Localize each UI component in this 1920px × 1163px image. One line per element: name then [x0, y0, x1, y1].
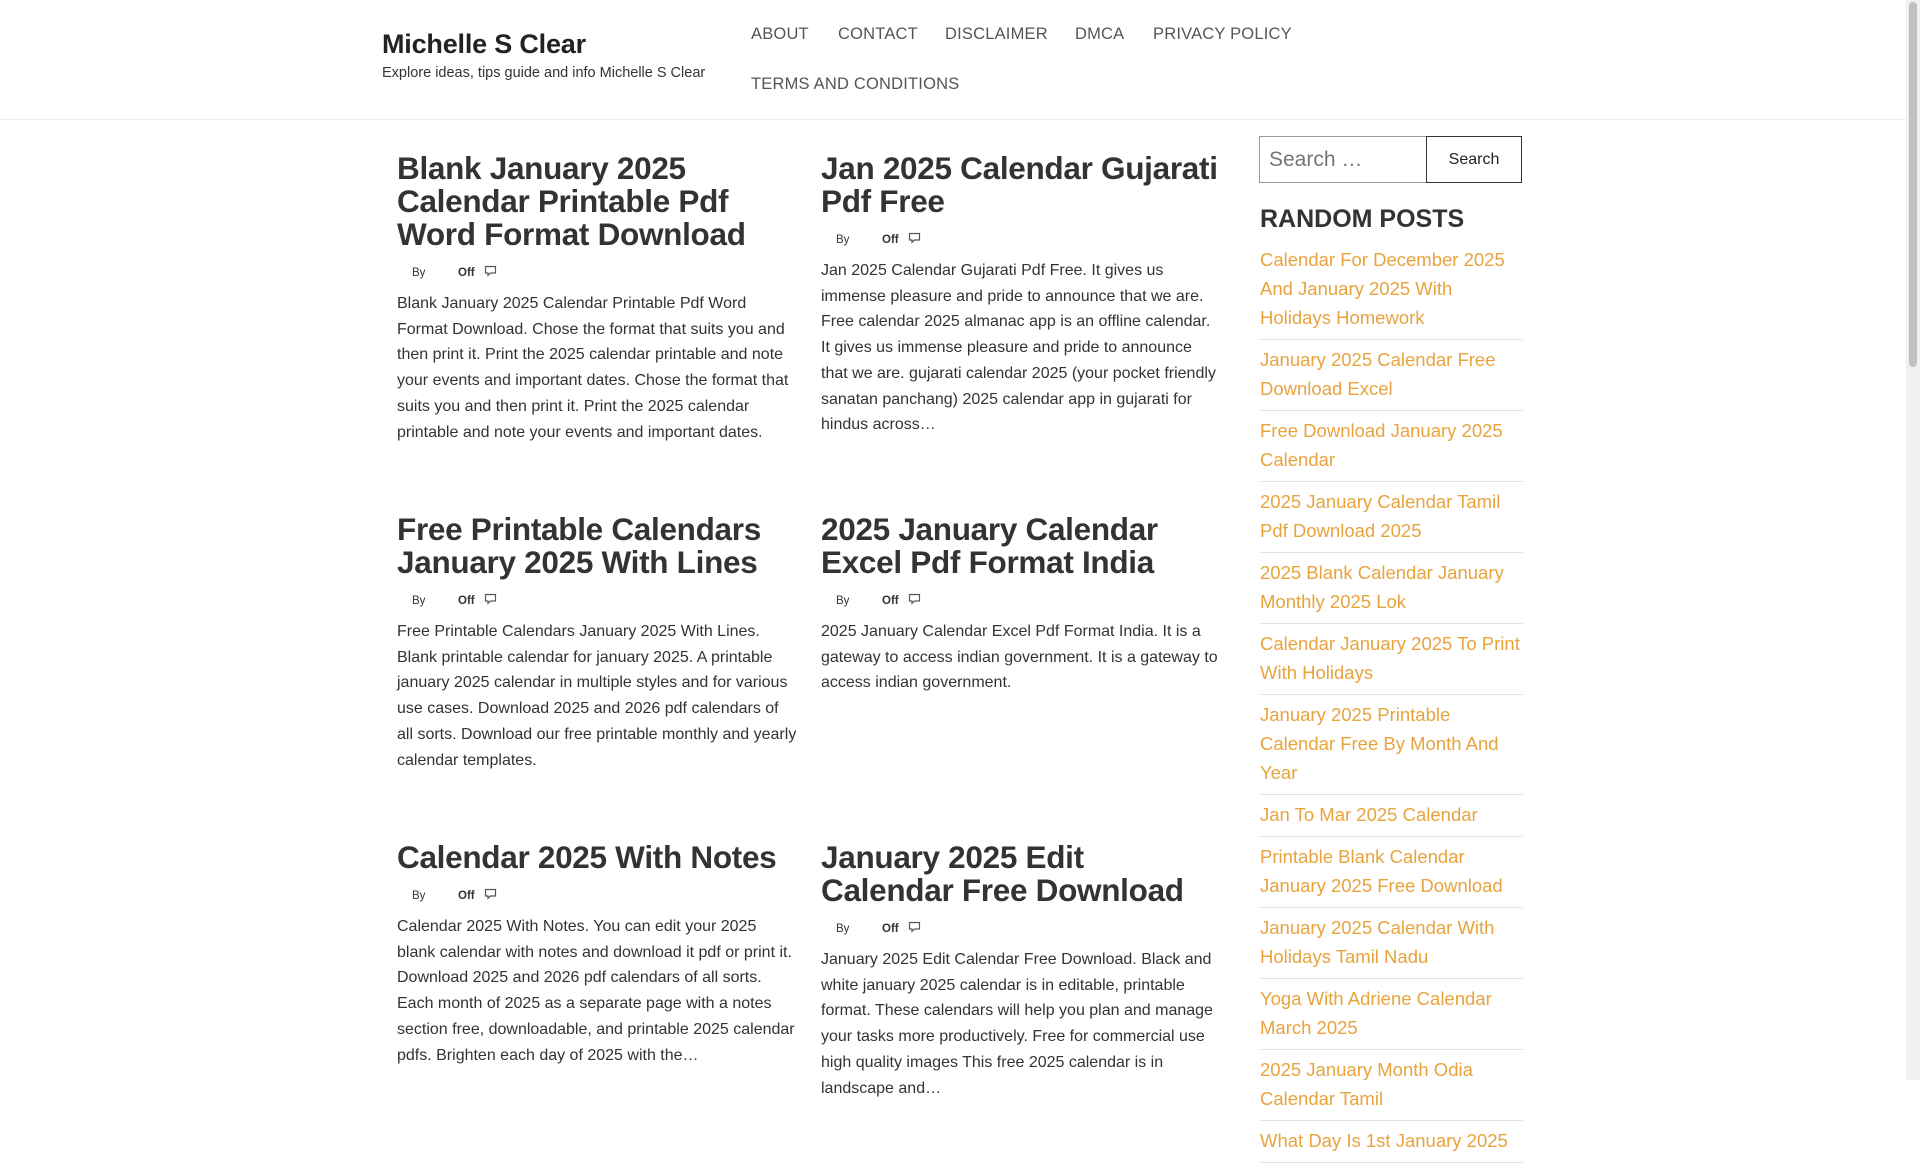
- post-title[interactable]: Calendar 2025 With Notes: [397, 839, 777, 875]
- post-excerpt: January 2025 Edit Calendar Free Download. Black and white january 2025 calendar is in editable, printable format. These calendars will help you plan and manage your tasks more productively. Free for commercial use high quality images This free 2025 calendar is in landscape and…: [821, 951, 1213, 1097]
- list-item: [1260, 411, 1523, 482]
- list-item: [1260, 340, 1523, 411]
- list-item: [1260, 240, 1523, 340]
- list-item: [1260, 908, 1523, 979]
- post-title[interactable]: Blank January 2025 Calendar Printable Pdf Word Format Download: [397, 150, 746, 252]
- post-author-label: By: [412, 267, 426, 279]
- comment-icon: [908, 921, 921, 936]
- list-item: [1260, 624, 1523, 695]
- site-header: [0, 0, 1906, 120]
- random-post-link[interactable]: Calendar January 2025 To Print With Holidays: [1260, 633, 1520, 683]
- post-card: [397, 841, 797, 1068]
- site-title[interactable]: Michelle S Clear: [382, 29, 586, 59]
- random-post-link[interactable]: January 2025 Calendar With Holidays Tamil Nadu: [1260, 917, 1495, 967]
- nav-item-dmca[interactable]: DMCA: [1075, 25, 1125, 43]
- post-title[interactable]: Free Printable Calendars January 2025 With Lines: [397, 511, 761, 580]
- search-input[interactable]: [1259, 136, 1434, 183]
- random-post-link[interactable]: 2025 Blank Calendar January Monthly 2025 Lok: [1260, 562, 1504, 612]
- post-title[interactable]: Jan 2025 Calendar Gujarati Pdf Free: [821, 150, 1218, 219]
- post-comments-status: Off: [882, 234, 899, 246]
- random-post-link[interactable]: 2025 January Calendar Tamil Pdf Download 2025: [1260, 491, 1501, 541]
- post-comments-status: Off: [458, 595, 475, 607]
- post-excerpt: Free Printable Calendars January 2025 With Lines. Blank printable calendar for january 2025. A printable january 2025 calendar in multiple styles and for various use cases. Download 2025 and 2026 pdf calendars of all sorts. Download our free printable monthly and yearly calendar templates.: [397, 623, 797, 769]
- list-item: [1260, 695, 1523, 795]
- post-comments-status: Off: [882, 923, 899, 935]
- list-item: [1260, 1050, 1523, 1121]
- post-title[interactable]: January 2025 Edit Calendar Free Download: [821, 839, 1184, 908]
- random-post-link[interactable]: Calendar For December 2025 And January 2025 With Holidays Homework: [1260, 249, 1505, 328]
- random-post-link[interactable]: 2025 January Month Odia Calendar Tamil: [1260, 1059, 1473, 1109]
- comment-icon: [908, 593, 921, 608]
- post-comments-status: Off: [458, 267, 475, 279]
- post-author-label: By: [836, 234, 850, 246]
- nav-item-about[interactable]: ABOUT: [751, 25, 809, 43]
- random-post-link[interactable]: Jan To Mar 2025 Calendar: [1260, 804, 1478, 825]
- random-post-link[interactable]: Printable Blank Calendar January 2025 Free Download: [1260, 846, 1503, 896]
- post-card: [821, 513, 1221, 696]
- random-post-link[interactable]: Free Download January 2025 Calendar: [1260, 420, 1503, 470]
- list-item: [1260, 837, 1523, 908]
- comment-icon: [908, 232, 921, 247]
- random-post-link[interactable]: January 2025 Printable Calendar Free By Month And Year: [1260, 704, 1499, 783]
- scrollbar-thumb[interactable]: [1909, 2, 1917, 367]
- post-title[interactable]: 2025 January Calendar Excel Pdf Format India: [821, 511, 1158, 580]
- list-item: [1260, 482, 1523, 553]
- post-excerpt: Jan 2025 Calendar Gujarati Pdf Free. It gives us immense pleasure and pride to announce that we are. Free calendar 2025 almanac app is an offline calendar. It gives us immense pleasure and pride to announce that we are. gujarati calendar 2025 (your pocket friendly sanatan panchang) 2025 calendar app in gujarati for hindus across…: [821, 262, 1216, 434]
- random-posts-heading: RANDOM POSTS: [1260, 205, 1465, 233]
- random-posts-list: [1260, 240, 1523, 1163]
- post-meta: [397, 886, 797, 906]
- post-author-label: By: [836, 595, 850, 607]
- list-item: [1260, 553, 1523, 624]
- nav-item-disclaimer[interactable]: DISCLAIMER: [945, 25, 1048, 43]
- post-author-label: By: [412, 890, 426, 902]
- post-excerpt: Blank January 2025 Calendar Printable Pdf Word Format Download. Chose the format that suits you and then print it. Print the 2025 calendar printable and note your events and important dates. Chose the format that suits you and then print it. Print the 2025 calendar printable and note your events and important dates.: [397, 295, 789, 441]
- post-comments-status: Off: [882, 595, 899, 607]
- page-scrollbar[interactable]: [1906, 0, 1920, 1080]
- post-excerpt: 2025 January Calendar Excel Pdf Format India. It is a gateway to access indian government. It is a gateway to access indian government.: [821, 623, 1218, 692]
- random-post-link[interactable]: What Day Is 1st January 2025: [1260, 1130, 1508, 1151]
- search-button[interactable]: Search: [1426, 136, 1522, 183]
- post-card: [821, 152, 1221, 438]
- random-post-link[interactable]: January 2025 Calendar Free Download Excel: [1260, 349, 1496, 399]
- post-meta: [397, 263, 797, 283]
- post-excerpt: Calendar 2025 With Notes. You can edit your 2025 blank calendar with notes and download it pdf or print it. Download 2025 and 2026 pdf calendars of all sorts. Each month of 2025 as a separate page with a notes section free, downloadable, and printable 2025 calendar pdfs. Brighten each day of 2025 with the…: [397, 918, 795, 1064]
- post-card: [397, 513, 797, 773]
- post-author-label: By: [836, 923, 850, 935]
- comment-icon: [484, 593, 497, 608]
- comment-icon: [484, 888, 497, 903]
- nav-item-contact[interactable]: CONTACT: [838, 25, 918, 43]
- post-meta: [397, 591, 797, 611]
- nav-item-privacy-policy[interactable]: PRIVACY POLICY: [1153, 25, 1292, 43]
- post-meta: [821, 230, 1221, 250]
- comment-icon: [484, 265, 497, 280]
- list-item: [1260, 795, 1523, 837]
- post-card: [821, 841, 1221, 1101]
- site-tagline: Explore ideas, tips guide and info Michelle S Clear: [382, 65, 706, 81]
- nav-item-terms-and-conditions[interactable]: TERMS AND CONDITIONS: [751, 75, 960, 93]
- post-author-label: By: [412, 595, 426, 607]
- list-item: [1260, 979, 1523, 1050]
- post-comments-status: Off: [458, 890, 475, 902]
- random-post-link[interactable]: Yoga With Adriene Calendar March 2025: [1260, 988, 1492, 1038]
- list-item: [1260, 1121, 1523, 1163]
- post-meta: [821, 919, 1221, 939]
- post-meta: [821, 591, 1221, 611]
- post-card: [397, 152, 797, 445]
